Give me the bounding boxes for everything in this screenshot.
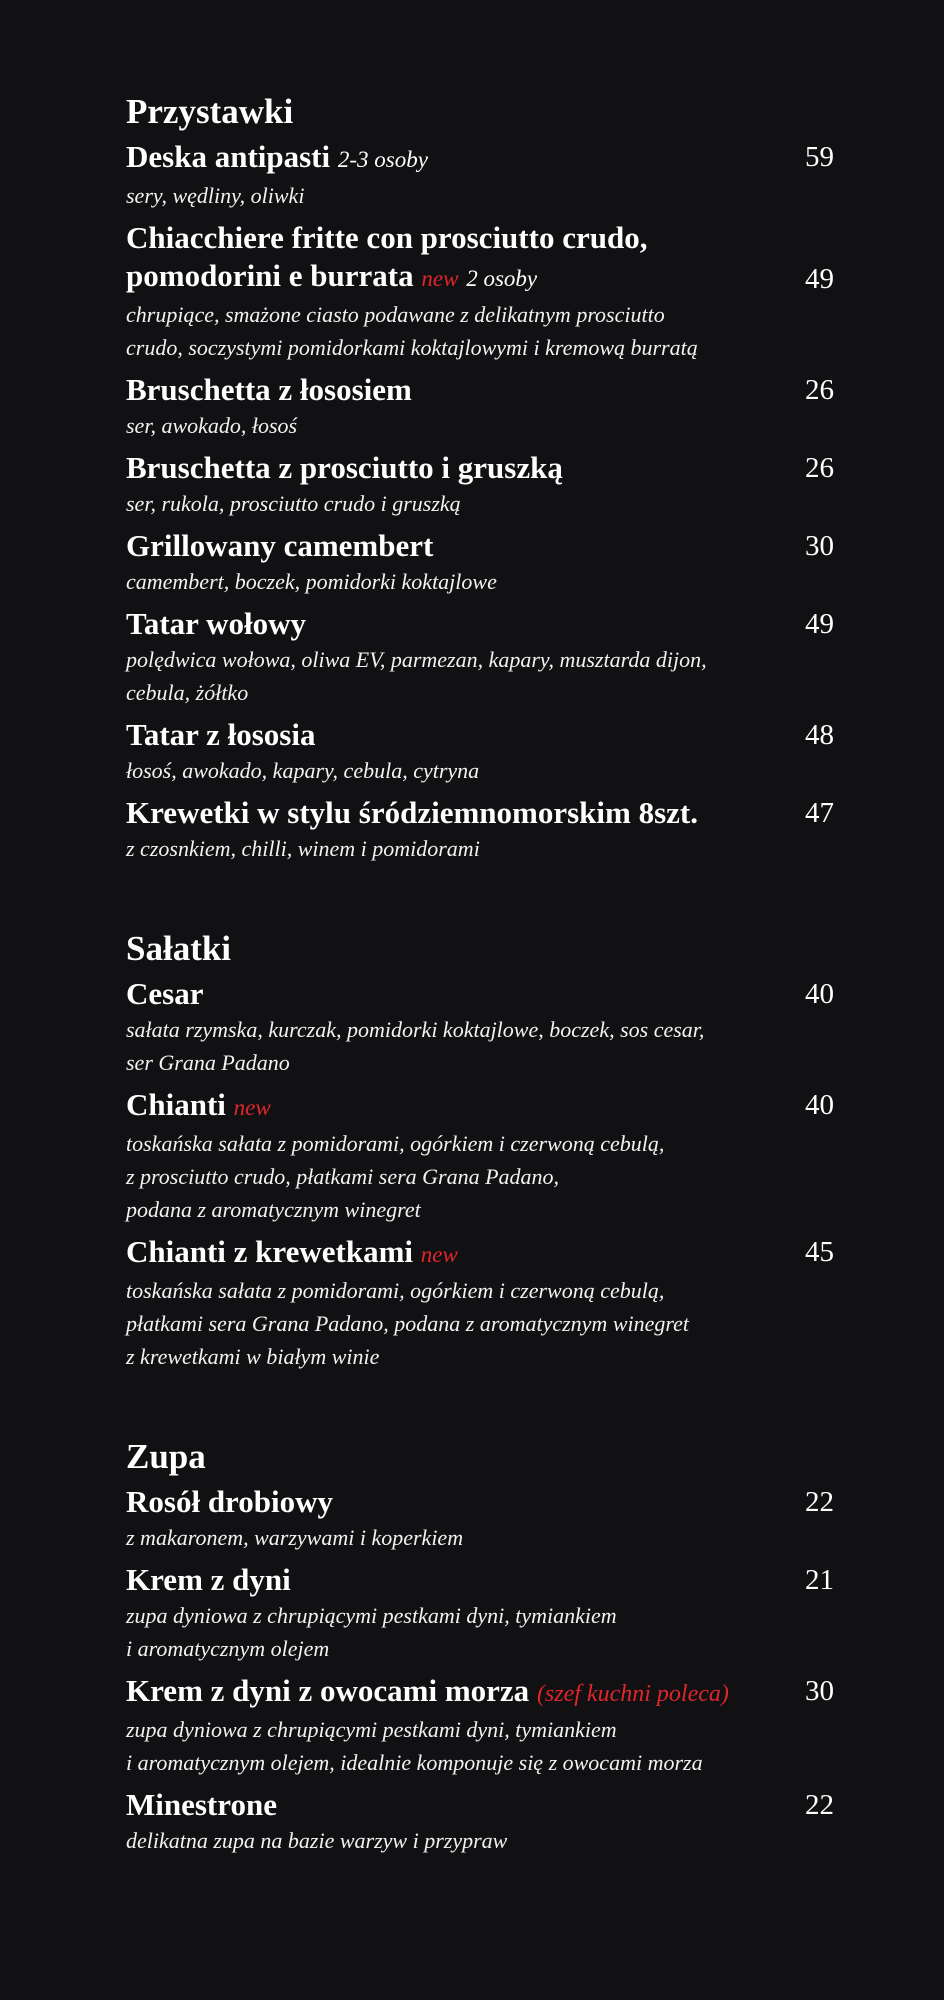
menu-item-description: sałata rzymska, kurczak, pomidorki koktajlowe, boczek, sos cesar, ser Grana Padano (126, 1017, 705, 1075)
menu-item (126, 1561, 834, 1665)
menu-item-header (126, 138, 834, 179)
menu-item-name: Chiacchiere fritte con prosciutto crudo, pomodorini e burrata (126, 220, 648, 293)
menu-item (126, 1786, 834, 1857)
menu-item-name: Rosół drobiowy (126, 1484, 333, 1519)
menu-item-price: 26 (805, 374, 834, 406)
menu-item-description: chrupiące, smażone ciasto podawane z delikatnym prosciutto crudo, soczystymi pomidorkami koktajlowymi i kremową burratą (126, 302, 698, 360)
menu-item-title (126, 371, 412, 409)
menu-item-header (126, 449, 834, 487)
menu-item-title (126, 527, 433, 565)
menu-item-tag: (szef kuchni poleca) (536, 1681, 729, 1707)
menu-item-name: Cesar (126, 976, 204, 1011)
menu-item-description: polędwica wołowa, oliwa EV, parmezan, kapary, musztarda dijon, cebula, żółtko (126, 647, 707, 705)
menu-item-description: ser, awokado, łosoś (126, 413, 298, 438)
menu-section-zupa (126, 1431, 834, 1857)
menu-item (126, 716, 834, 787)
menu-item-price: 48 (805, 719, 834, 751)
menu-item (126, 1672, 834, 1779)
menu-item-title (126, 1086, 271, 1127)
menu-item-description: ser, rukola, prosciutto crudo i gruszką (126, 491, 461, 516)
menu-item-header (126, 975, 834, 1013)
menu-item-header (126, 1786, 834, 1824)
section-title: Przystawki (126, 92, 294, 131)
menu-item-description: zupa dyniowa z chrupiącymi pestkami dyni, tymiankiem i aromatycznym olejem, idealnie komponuje się z owocami morza (126, 1717, 703, 1775)
menu-item-price: 30 (805, 1675, 834, 1707)
section-title: Sałatki (126, 929, 232, 968)
menu-item-description: toskańska sałata z pomidorami, ogórkiem i czerwoną cebulą, z prosciutto crudo, płatkami sera Grana Padano, podana z aromatycznym winegret (126, 1131, 665, 1222)
menu-item (126, 975, 834, 1079)
menu-item (126, 527, 834, 598)
menu-item-name: Minestrone (126, 1787, 277, 1822)
menu-item-title (126, 219, 647, 298)
menu-item (126, 1483, 834, 1554)
menu-item-name: Deska antipasti (126, 139, 331, 174)
menu-item-name: Tatar wołowy (126, 606, 306, 641)
menu-item-name: Krewetki w stylu śródziemnomorskim 8szt. (126, 795, 699, 830)
menu-item-price: 59 (805, 141, 834, 173)
menu-item (126, 1233, 834, 1373)
menu-section-sa-atki (126, 923, 834, 1373)
menu-item (126, 138, 834, 212)
menu-item-header (126, 1483, 834, 1521)
menu-item-price: 49 (805, 608, 834, 640)
menu-item (126, 794, 834, 865)
menu-content (126, 86, 834, 1864)
menu-item-title (126, 716, 315, 754)
menu-item-description: zupa dyniowa z chrupiącymi pestkami dyni, tymiankiem i aromatycznym olejem (126, 1603, 617, 1661)
menu-item-title (126, 794, 698, 832)
menu-item-description: delikatna zupa na bazie warzyw i przypraw (126, 1828, 508, 1853)
menu-item-portion: 2 osoby (466, 266, 538, 291)
menu-item-description: łosoś, awokado, kapary, cebula, cytryna (126, 758, 480, 783)
menu-item-name: Chianti (126, 1087, 226, 1122)
menu-item-description: toskańska sałata z pomidorami, ogórkiem i czerwoną cebulą, płatkami sera Grana Padano, podana z aromatycznym winegret z krewetkami w białym winie (126, 1278, 689, 1369)
menu-item-title (126, 449, 563, 487)
menu-item-name: Bruschetta z łososiem (126, 372, 412, 407)
menu-item-description: z makaronem, warzywami i koperkiem (126, 1525, 464, 1550)
menu-item-header (126, 1233, 834, 1274)
menu-item-header (126, 1086, 834, 1127)
menu-item-name: Chianti z krewetkami (126, 1234, 414, 1269)
menu-item-price: 40 (805, 1089, 834, 1121)
menu-item-tag: new (421, 266, 459, 291)
menu-item-header (126, 605, 834, 643)
menu-item-title (126, 605, 306, 643)
menu-item-title (126, 1483, 333, 1521)
menu-item-title (126, 1672, 729, 1713)
menu-item-description: sery, wędliny, oliwki (126, 183, 305, 208)
menu-item-name: Bruschetta z prosciutto i gruszką (126, 450, 563, 485)
menu-item-price: 21 (805, 1564, 834, 1596)
menu-item-header (126, 219, 834, 298)
menu-item (126, 449, 834, 520)
menu-item-header (126, 794, 834, 832)
menu-item-tag: new (420, 1242, 458, 1267)
menu-item (126, 371, 834, 442)
menu-item-name: Tatar z łososia (126, 717, 316, 752)
menu-item-description: camembert, boczek, pomidorki koktajlowe (126, 569, 497, 594)
menu-item-header (126, 527, 834, 565)
menu-item-description: z czosnkiem, chilli, winem i pomidorami (126, 836, 480, 861)
menu-item-price: 40 (805, 978, 834, 1010)
menu-item-header (126, 1672, 834, 1713)
menu-item-title (126, 1561, 291, 1599)
menu-item-header (126, 371, 834, 409)
menu-item (126, 605, 834, 709)
menu-item-price: 49 (805, 263, 834, 295)
menu-item-title (126, 975, 203, 1013)
menu-item-name: Krem z dyni z owocami morza (126, 1673, 530, 1708)
menu-item-price: 22 (805, 1789, 834, 1821)
menu-item-header (126, 716, 834, 754)
menu-item-name: Grillowany camembert (126, 528, 434, 563)
menu-item-tag: new (233, 1095, 271, 1120)
menu-item-header (126, 1561, 834, 1599)
menu-item-portion: 2-3 osoby (337, 147, 428, 172)
menu-item (126, 1086, 834, 1226)
menu-item (126, 219, 834, 364)
menu-item-title (126, 138, 428, 179)
menu-item-price: 22 (805, 1486, 834, 1518)
menu-item-price: 47 (805, 797, 834, 829)
section-title: Zupa (126, 1437, 206, 1476)
menu-item-price: 45 (805, 1236, 834, 1268)
menu-item-price: 26 (805, 452, 834, 484)
menu-item-title (126, 1233, 458, 1274)
menu-item-name: Krem z dyni (126, 1562, 291, 1597)
menu-section-przystawki (126, 86, 834, 865)
menu-item-title (126, 1786, 277, 1824)
menu-item-price: 30 (805, 530, 834, 562)
